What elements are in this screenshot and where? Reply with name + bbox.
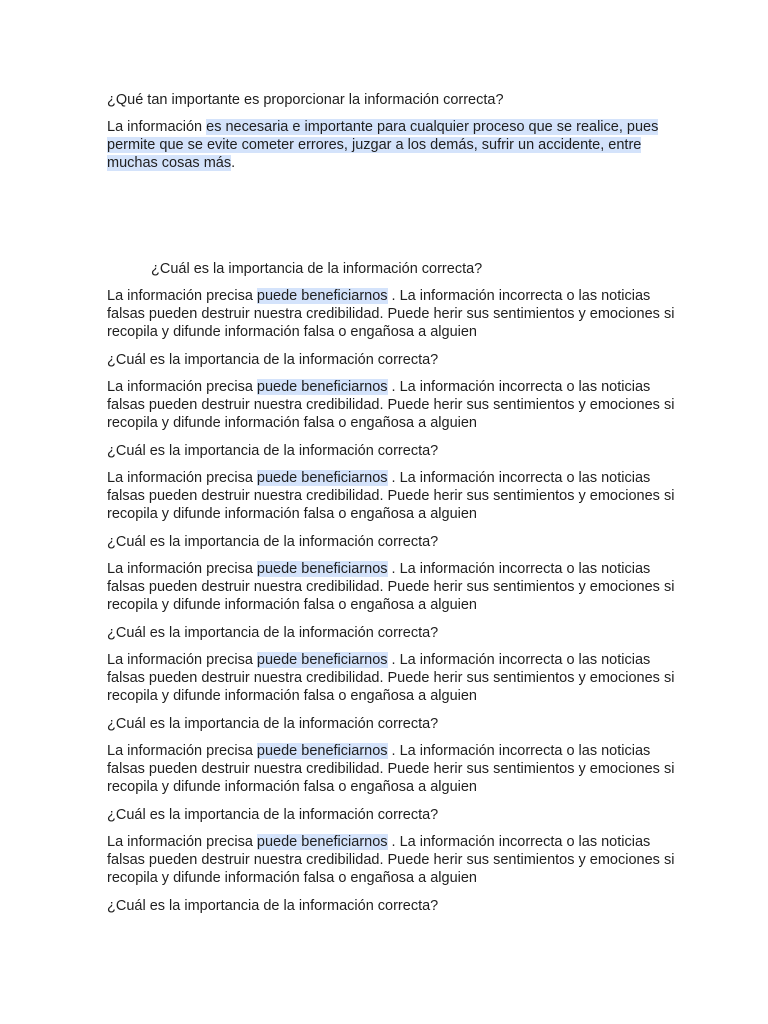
block-answer-lead: La información precisa	[107, 652, 257, 668]
intro-answer-highlight: es necesaria e importante para cualquier proceso que se realice, pues permite que se evite cometer errores, juzgar a los demás, sufrir un accidente, entre muchas cosas más	[107, 119, 659, 171]
block-answer-rest: . La información incorrecta o las noticias falsas pueden destruir nuestra credibilidad. Puede herir sus sentimientos y emociones si recopila y difunde información falsa o engañosa a alguien	[107, 561, 675, 613]
block-question: ¿Cuál es la importancia de la información correcta?	[107, 352, 439, 368]
block-question: ¿Cuál es la importancia de la información correcta?	[107, 716, 439, 732]
block-answer-highlight: puede beneficiarnos	[256, 561, 388, 577]
block-answer	[107, 469, 677, 523]
block-answer	[107, 378, 677, 432]
block-answer-highlight: puede beneficiarnos	[256, 470, 388, 486]
block	[107, 833, 677, 915]
block	[107, 651, 677, 733]
block-answer	[107, 833, 677, 887]
indented-question: ¿Cuál es la importancia de la información correcta?	[151, 261, 483, 277]
block-answer-highlight: puede beneficiarnos	[256, 288, 388, 304]
block-question: ¿Cuál es la importancia de la información correcta?	[107, 807, 439, 823]
document-page	[107, 91, 677, 924]
block-question: ¿Cuál es la importancia de la información correcta?	[107, 534, 439, 550]
block-answer-lead: La información precisa	[107, 743, 257, 759]
intro-answer	[107, 118, 677, 172]
block-answer-lead: La información precisa	[107, 834, 257, 850]
intro-answer-end: .	[231, 155, 236, 171]
block	[107, 742, 677, 824]
block-answer-lead: La información precisa	[107, 470, 257, 486]
block-answer-highlight: puede beneficiarnos	[256, 379, 388, 395]
block	[107, 287, 677, 369]
block-answer-rest: . La información incorrecta o las noticias falsas pueden destruir nuestra credibilidad. Puede herir sus sentimientos y emociones si recopila y difunde información falsa o engañosa a alguien	[107, 652, 675, 704]
block-answer-lead: La información precisa	[107, 379, 257, 395]
intro-question: ¿Qué tan importante es proporcionar la información correcta?	[107, 92, 504, 108]
block	[107, 378, 677, 460]
block-question: ¿Cuál es la importancia de la información correcta?	[107, 898, 439, 914]
intro-answer-lead: La información	[107, 119, 207, 135]
block-answer	[107, 651, 677, 705]
block	[107, 560, 677, 642]
block-answer-rest: . La información incorrecta o las noticias falsas pueden destruir nuestra credibilidad. Puede herir sus sentimientos y emociones si recopila y difunde información falsa o engañosa a alguien	[107, 470, 675, 522]
block-answer-rest: . La información incorrecta o las noticias falsas pueden destruir nuestra credibilidad. Puede herir sus sentimientos y emociones si recopila y difunde información falsa o engañosa a alguien	[107, 834, 675, 886]
block-question: ¿Cuál es la importancia de la información correcta?	[107, 625, 439, 641]
block-answer-highlight: puede beneficiarnos	[256, 652, 388, 668]
block-question: ¿Cuál es la importancia de la información correcta?	[107, 443, 439, 459]
block-answer-lead: La información precisa	[107, 288, 257, 304]
block-answer-highlight: puede beneficiarnos	[256, 834, 388, 850]
block-answer	[107, 742, 677, 796]
block-answer-rest: . La información incorrecta o las noticias falsas pueden destruir nuestra credibilidad. Puede herir sus sentimientos y emociones si recopila y difunde información falsa o engañosa a alguien	[107, 288, 675, 340]
block-answer-rest: . La información incorrecta o las noticias falsas pueden destruir nuestra credibilidad. Puede herir sus sentimientos y emociones si recopila y difunde información falsa o engañosa a alguien	[107, 743, 675, 795]
block-answer-highlight: puede beneficiarnos	[256, 743, 388, 759]
block-answer	[107, 287, 677, 341]
block-answer-rest: . La información incorrecta o las noticias falsas pueden destruir nuestra credibilidad. Puede herir sus sentimientos y emociones si recopila y difunde información falsa o engañosa a alguien	[107, 379, 675, 431]
block	[107, 469, 677, 551]
block-answer	[107, 560, 677, 614]
block-answer-lead: La información precisa	[107, 561, 257, 577]
